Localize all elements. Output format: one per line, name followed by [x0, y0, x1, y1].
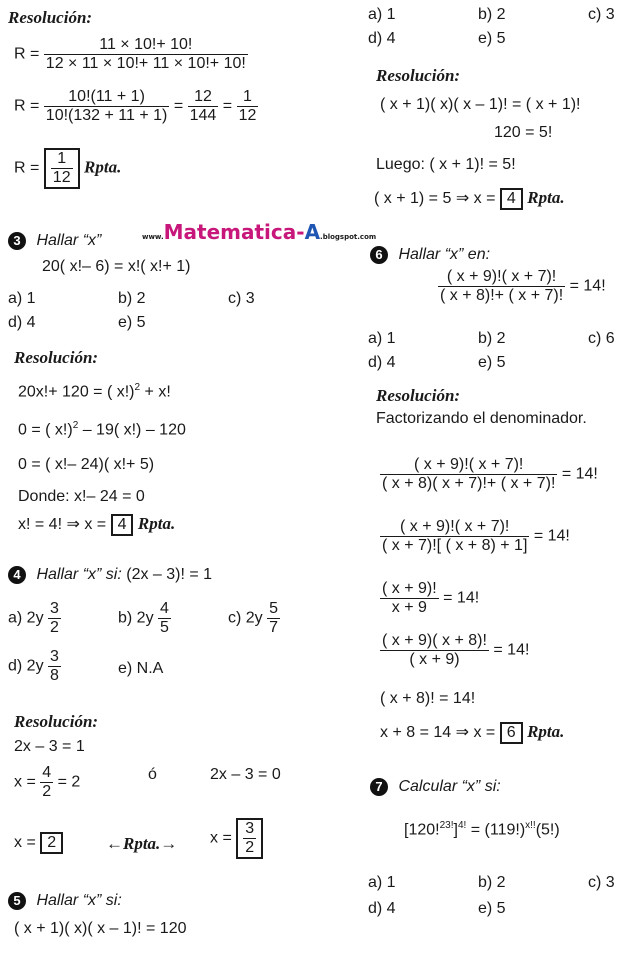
solution-step [380, 580, 479, 617]
line-text: x = [14, 773, 36, 791]
numerator: 3 [245, 820, 255, 837]
fraction [237, 88, 259, 125]
line-text: – 19( x!) – 120 [78, 421, 186, 439]
fraction [438, 268, 565, 305]
problem-3-header [8, 232, 101, 250]
solution-line: Donde: x!– 24 = 0 [18, 488, 145, 505]
exponent: 2 [72, 420, 79, 431]
numerator: 5 [269, 600, 279, 617]
line-text: (5!) [535, 821, 560, 839]
line-text: [120! [404, 821, 440, 839]
fraction [380, 518, 529, 555]
solution-line: Luego: ( x + 1)! = 5! [376, 156, 516, 173]
option-e[interactable]: e) 5 [478, 900, 506, 917]
solution-step [380, 632, 529, 669]
line-text: x = [14, 834, 36, 852]
denominator: 2 [245, 839, 255, 856]
option-a[interactable] [8, 600, 61, 637]
resolution-heading: Resolución: [14, 712, 99, 731]
denominator: 12 [52, 169, 71, 186]
line-text: ] [453, 821, 458, 839]
rpta-label: Rpta. [527, 188, 565, 208]
exponent: x!! [525, 820, 536, 831]
numerator: 12 [194, 88, 212, 105]
numerator: 4 [42, 764, 52, 781]
option-b[interactable]: b) 2 [118, 290, 146, 307]
r-lhs: R = [14, 97, 40, 115]
option-d[interactable]: d) 4 [368, 354, 396, 371]
logo-prefix: www. [142, 233, 164, 241]
numerator: 1 [243, 88, 252, 105]
solution-line [14, 764, 80, 801]
fraction [380, 580, 439, 617]
denominator: 12 × 11 × 10!+ 11 × 10!+ 10! [45, 55, 246, 72]
exponent: 23! [439, 820, 454, 831]
problem-7-equation [404, 820, 560, 839]
resolution-heading: Resolución: [376, 386, 461, 405]
option-d[interactable]: d) 4 [8, 314, 36, 331]
problem-number-badge: 7 [370, 778, 388, 796]
problem-title: Hallar “x” si: [36, 566, 122, 584]
denominator: x + 9 [380, 598, 439, 617]
solution-line [18, 420, 186, 439]
logo-text: Matematica- [163, 220, 305, 244]
fraction [44, 88, 170, 125]
solution-step [380, 518, 570, 555]
option-label: d) 2y [8, 657, 44, 675]
equals: = [222, 97, 233, 115]
line-text: = 14! [533, 527, 570, 545]
problem-7-header [370, 778, 501, 796]
line-text: = 14! [443, 589, 480, 607]
denominator: 144 [189, 107, 217, 124]
intro-text: Factorizando el denominador. [376, 410, 587, 427]
fraction [158, 600, 171, 637]
denominator: 8 [50, 667, 59, 684]
rpta-label: Rpta. [527, 722, 565, 742]
fraction [267, 600, 280, 637]
fraction [48, 600, 61, 637]
denominator: 12 [238, 107, 257, 124]
solution-line: ( x + 8)! = 14! [380, 690, 476, 707]
line-text: x = [210, 829, 232, 847]
denominator: 2 [50, 619, 59, 636]
r-equation-1 [14, 36, 248, 73]
logo-suffix: .blogspot.com [320, 233, 377, 241]
answer-box [44, 148, 80, 189]
fraction [188, 88, 219, 125]
option-c[interactable]: c) 6 [588, 330, 615, 347]
answer-box: 4 [111, 514, 134, 536]
numerator: ( x + 9)!( x + 7)! [400, 518, 510, 535]
option-b[interactable]: b) 2 [478, 874, 506, 891]
line-text: = (119!) [466, 821, 526, 839]
fraction [44, 36, 248, 73]
denominator: ( x + 8)( x + 7)!+ ( x + 7)! [382, 475, 556, 492]
site-logo[interactable] [142, 220, 376, 244]
line-text: = 14! [493, 641, 530, 659]
problem-5-header [8, 892, 122, 910]
problem-5-equation: ( x + 1)( x)( x – 1)! = 120 [14, 920, 187, 937]
numerator: 10!(11 + 1) [68, 88, 145, 105]
option-c[interactable]: c) 3 [588, 6, 615, 23]
option-b[interactable]: b) 2 [478, 330, 506, 347]
problem-number-badge: 4 [8, 566, 26, 584]
fraction [380, 456, 557, 493]
option-a[interactable]: a) 1 [368, 874, 396, 891]
denominator: ( x + 7)![ ( x + 8) + 1] [382, 537, 528, 554]
denominator: 7 [269, 619, 279, 636]
solution-line [18, 382, 171, 401]
fraction [243, 820, 256, 857]
denominator: 10!(132 + 11 + 1) [45, 107, 168, 124]
answer-box [236, 818, 263, 859]
problem-number-badge: 3 [8, 232, 26, 250]
solution-answer [18, 514, 175, 536]
rpta-label: Rpta. [137, 514, 176, 534]
equals: = [173, 97, 184, 115]
fraction [380, 632, 489, 669]
rpta-label: ←Rpta.→ [106, 834, 178, 853]
line-text: 20x!+ 120 = ( x!) [18, 383, 135, 401]
line-text: ( x + 1) = 5 ⇒ x = [374, 190, 496, 208]
r-equation-2 [14, 88, 258, 125]
problem-4-header [8, 566, 212, 584]
numerator: ( x + 9)( x + 8)! [382, 632, 487, 649]
solution-answer [374, 188, 565, 210]
option-c[interactable]: c) 3 [228, 290, 255, 307]
option-e[interactable]: e) N.A [118, 660, 164, 677]
problem-title: Hallar “x” [36, 232, 102, 250]
solution-answer [380, 722, 564, 744]
problem-3-equation: 20( x!– 6) = x!( x!+ 1) [42, 258, 191, 275]
solution-answer [14, 832, 63, 854]
problem-6-equation [438, 268, 606, 305]
option-d[interactable]: d) 4 [368, 30, 396, 47]
line-text: = 14! [569, 277, 606, 295]
numerator: 3 [50, 648, 59, 665]
numerator: 4 [160, 600, 169, 617]
option-c[interactable] [228, 600, 280, 637]
line-text: = 2 [57, 773, 81, 791]
option-e[interactable]: e) 5 [478, 30, 506, 47]
problem-title: Hallar “x” si: [36, 892, 122, 910]
solution-step [380, 456, 598, 493]
fraction [40, 764, 53, 801]
numerator: ( x + 9)!( x + 7)! [446, 268, 557, 285]
exponent: 4! [457, 820, 467, 831]
resolution-heading: Resolución: [14, 348, 99, 367]
option-a[interactable]: a) 1 [368, 330, 396, 347]
option-b[interactable]: b) 2 [478, 6, 506, 23]
problem-number-badge: 5 [8, 892, 26, 910]
answer-box: 2 [40, 832, 63, 854]
rpta-label: Rpta. [84, 157, 122, 177]
line-text: + x! [140, 383, 171, 401]
problem-title: Calcular “x” si: [398, 778, 501, 796]
r-lhs: R = [14, 45, 40, 63]
option-c[interactable]: c) 3 [588, 874, 615, 891]
line-text: 0 = ( x!) [18, 421, 73, 439]
denominator: ( x + 8)!+ ( x + 7)! [440, 287, 564, 304]
numerator: ( x + 9)! [382, 580, 437, 597]
numerator: 1 [57, 150, 67, 167]
numerator: 3 [50, 600, 59, 617]
r-lhs: R = [14, 159, 40, 177]
problem-6-header [370, 246, 490, 264]
option-label: c) 2y [228, 609, 263, 627]
option-label: a) 2y [8, 609, 44, 627]
denominator: ( x + 9) [380, 650, 489, 669]
option-a[interactable]: a) 1 [8, 290, 36, 307]
resolution-heading: Resolución: [8, 8, 93, 27]
line-text: = 14! [561, 465, 598, 483]
fraction [51, 150, 73, 187]
problem-title: Hallar “x” en: [398, 246, 491, 264]
line-text: x + 8 = 14 ⇒ x = [380, 724, 496, 742]
denominator: 2 [42, 783, 52, 800]
option-d[interactable]: d) 4 [368, 900, 396, 917]
logo-a: A [304, 220, 321, 244]
solution-answer [210, 818, 263, 859]
problem-equation: (2x – 3)! = 1 [126, 566, 213, 584]
numerator: 11 × 10!+ 10! [99, 36, 193, 53]
or-label: ó [148, 766, 157, 783]
exponent: 2 [134, 382, 141, 393]
option-d[interactable] [8, 648, 61, 685]
answer-box: 4 [500, 188, 523, 210]
resolution-heading: Resolución: [376, 66, 461, 85]
solution-line: 2x – 3 = 1 [14, 738, 85, 755]
option-b[interactable] [118, 600, 171, 637]
solution-line: ( x + 1)( x)( x – 1)! = ( x + 1)! [380, 96, 581, 113]
option-e[interactable]: e) 5 [478, 354, 506, 371]
problem-number-badge: 6 [370, 246, 388, 264]
fraction [48, 648, 61, 685]
answer-box: 6 [500, 722, 523, 744]
solution-line: 2x – 3 = 0 [210, 766, 281, 783]
line-text: x! = 4! ⇒ x = [18, 516, 107, 534]
solution-line: 0 = ( x!– 24)( x!+ 5) [18, 456, 155, 473]
numerator: ( x + 9)!( x + 7)! [414, 456, 524, 473]
option-e[interactable]: e) 5 [118, 314, 146, 331]
option-label: b) 2y [118, 609, 154, 627]
denominator: 5 [160, 619, 169, 636]
option-a[interactable]: a) 1 [368, 6, 396, 23]
solution-line: 120 = 5! [494, 124, 553, 141]
r-answer [14, 148, 121, 189]
